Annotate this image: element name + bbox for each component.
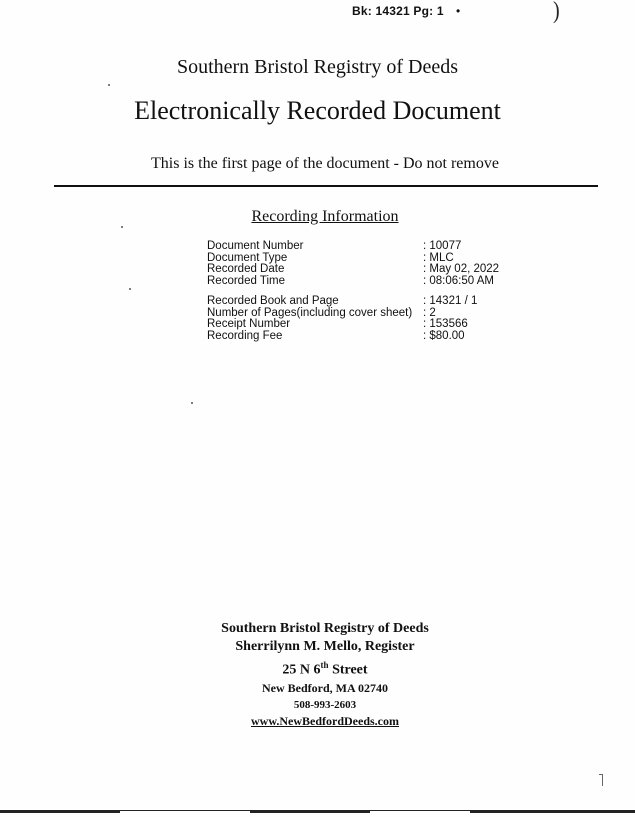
top-divider: [54, 185, 598, 187]
document-title: Electronically Recorded Document: [134, 96, 501, 125]
info-label: Recorded Book and Page: [207, 295, 339, 307]
bottom-divider-segment: [0, 811, 120, 813]
info-value: : $80.00: [423, 329, 465, 342]
info-label: Recorded Date: [207, 263, 285, 275]
info-value: : MLC: [423, 251, 454, 264]
info-row-recording-fee: [207, 331, 477, 343]
scan-speck: [121, 226, 123, 228]
street-name: Street: [328, 662, 368, 678]
bottom-divider-segment: [470, 811, 635, 813]
info-label: Number of Pages(including cover sheet): [207, 306, 413, 319]
recording-information-heading: Recording Information: [251, 208, 399, 225]
info-label: Recording Fee: [207, 329, 283, 342]
info-value: : 14321 / 1: [423, 295, 478, 307]
scan-speck: [191, 402, 193, 404]
footer-street-address: [0, 656, 635, 680]
info-row-recorded-date: [207, 264, 499, 276]
registry-contact-footer: [0, 620, 635, 729]
info-row-document-number: [207, 241, 499, 253]
bottom-divider-segment: [250, 811, 370, 813]
street-number: 25 N 6: [282, 662, 321, 678]
info-row-receipt-number: [207, 319, 477, 331]
info-value: : 2: [423, 306, 436, 319]
info-value: : 08:06:50 AM: [423, 274, 494, 287]
info-value: : May 02, 2022: [423, 263, 500, 275]
street-ordinal-suffix: th: [320, 660, 329, 670]
margin-bracket-mark: ): [553, 0, 560, 25]
footer-city: New Bedford, MA 02740: [262, 680, 388, 695]
info-label: Receipt Number: [207, 318, 291, 330]
recording-info-group-b: [207, 296, 477, 342]
info-value: : 10077: [423, 240, 462, 252]
registry-title: Southern Bristol Registry of Deeds: [176, 56, 459, 78]
footer-website-link[interactable]: www.NewBedfordDeeds.com: [251, 713, 399, 728]
do-not-remove-notice: This is the first page of the document - Do not remove: [151, 155, 499, 172]
stamp-dot: •: [456, 4, 461, 18]
footer-phone: 508-993-2603: [293, 698, 357, 711]
info-label: Recorded Time: [207, 274, 285, 287]
info-value: : 153566: [423, 318, 468, 330]
footer-register-name: Sherrilynn M. Mello, Register: [235, 639, 415, 654]
book-page-stamp: Bk: 14321 Pg: 1: [352, 4, 444, 18]
footer-office-name: Southern Bristol Registry of Deeds: [221, 621, 429, 636]
scan-speck: [129, 288, 131, 290]
scan-corner-mark: [602, 774, 603, 786]
info-label: Document Number: [207, 240, 304, 252]
recording-info-group-a: [207, 241, 499, 287]
info-row-recorded-time: [207, 276, 499, 288]
info-label: Document Type: [207, 251, 288, 264]
scan-speck: [108, 84, 110, 86]
info-row-book-and-page: [207, 296, 477, 308]
